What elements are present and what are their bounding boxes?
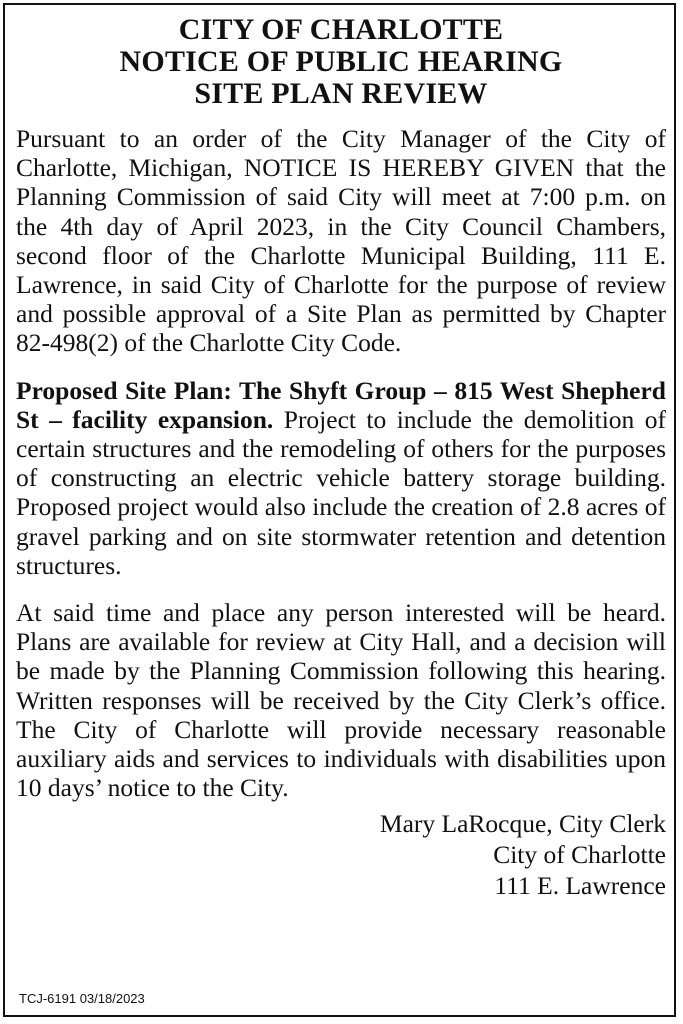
signature-name: Mary LaRocque, City Clerk [379, 809, 666, 839]
site-plan-description: Project to include the demolition of certain structures and the remodeling of others for the purposes of constructing an electric vehicle battery storage building. Proposed project would also include the creation of 2.8 acres of gravel parking and on site stormwater retention and detention structures. [16, 404, 666, 580]
public-notice [16, 6, 666, 901]
site-plan-heading: Proposed Site Plan: The Shyft Group – 815 West Shepherd St – facility expansion. [16, 375, 666, 434]
publication-reference: TCJ-6191 03/18/2023 [19, 991, 145, 1006]
paragraph-site-plan [16, 376, 666, 580]
signature-address: 111 E. Lawrence [494, 871, 666, 901]
header-subject: SITE PLAN REVIEW [194, 77, 488, 110]
signature-block [16, 808, 666, 901]
notice-header [16, 14, 666, 110]
paragraph-public-comment: At said time and place any person interested will be heard. Plans are available for review at City Hall, and a decision will be made by the Planning Commission following this hearing. Written responses will be received by the City Clerk’s office. The City of Charlotte will provide necessary reasonable auxiliary aids and services to individuals with disabilities upon 10 days’ notice to the City. [16, 598, 666, 803]
header-notice-type: NOTICE OF PUBLIC HEARING [119, 45, 563, 78]
paragraph-hearing-order: Pursuant to an order of the City Manager of the City of Charlotte, Michigan, NOTICE IS HEREBY GIVEN that the Planning Commission of said City will meet at 7:00 p.m. on the 4th day of April 2023, in the City Council Chambers, second floor of the Charlotte Municipal Building, 111 E. Lawrence, in said City of Charlotte for the purpose of review and possible approval of a Site Plan as permitted by Chapter 82-498(2) of the Charlotte City Code. [16, 124, 666, 358]
signature-organization: City of Charlotte [493, 840, 666, 870]
header-city: CITY OF CHARLOTTE [178, 13, 504, 46]
